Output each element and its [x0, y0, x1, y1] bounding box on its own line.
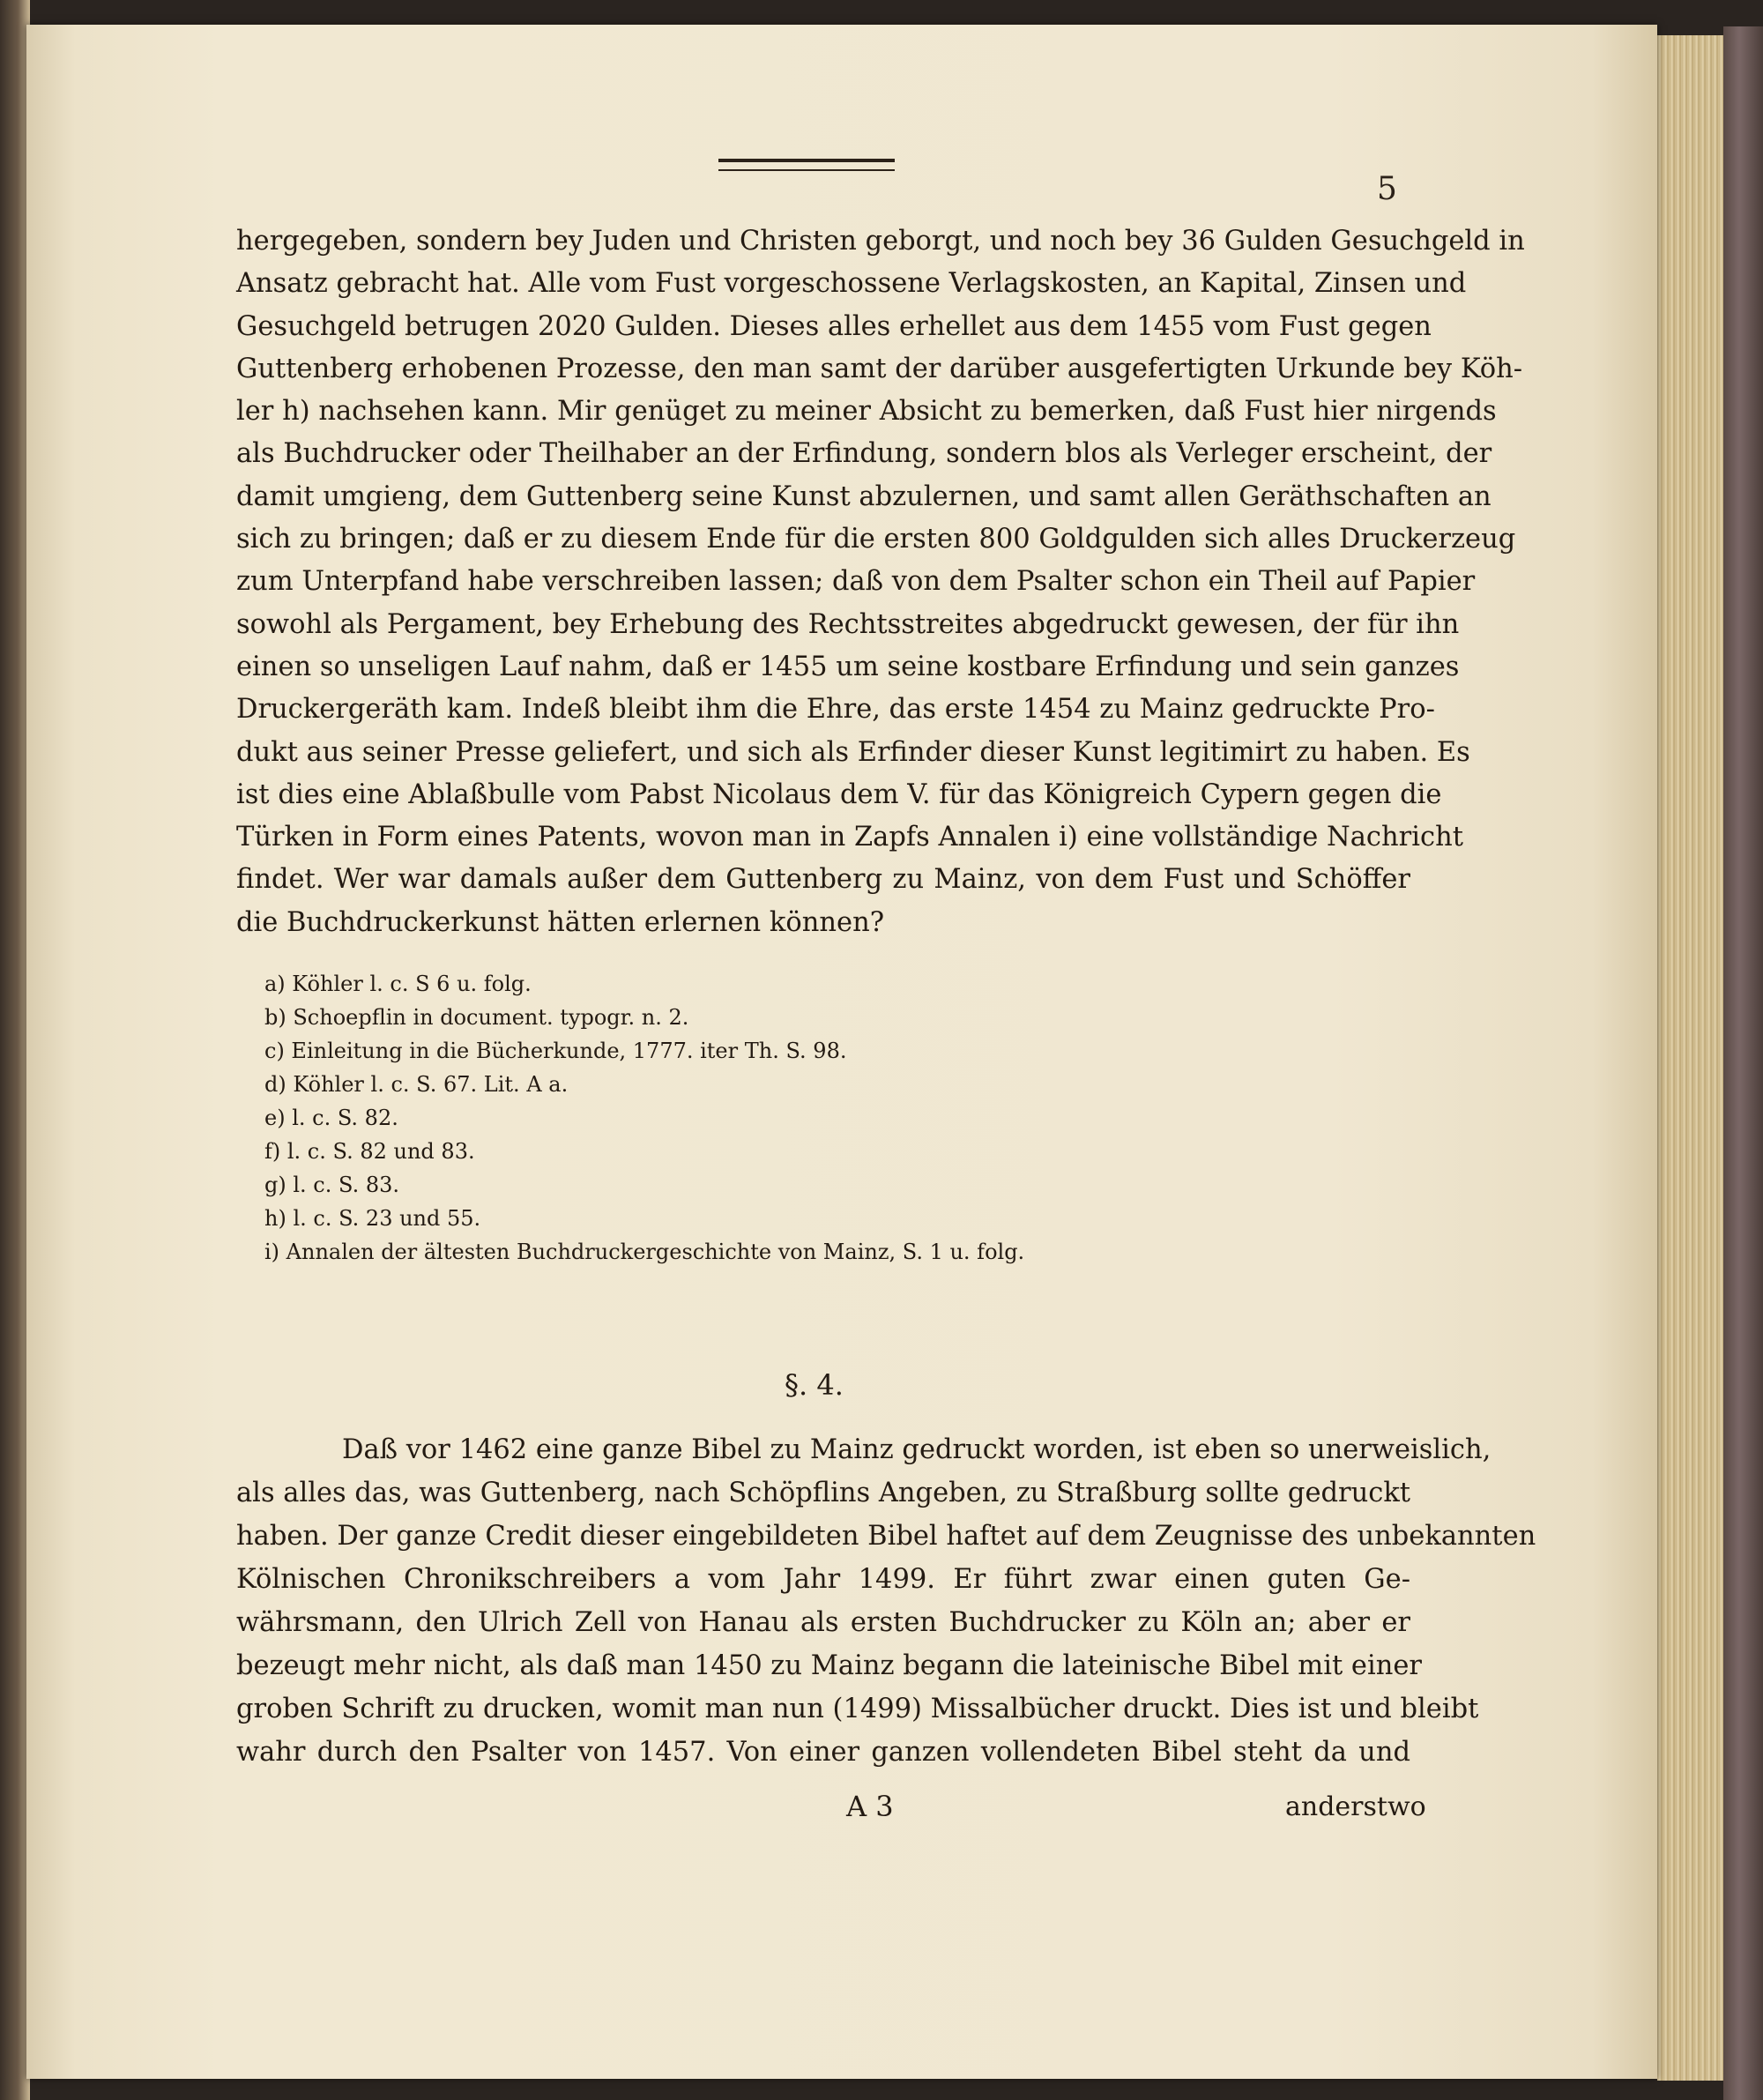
text-line: einen so unseligen Lauf nahm, daß er 1455 um seine kostbare Erfindung und sein ganzes: [236, 651, 1460, 682]
footnote: e) l. c. S. 82.: [264, 1106, 398, 1130]
text-line: findet. Wer war damals außer dem Guttenberg zu Mainz, von dem Fust und Schöffer: [236, 864, 1410, 896]
header-rule: [718, 159, 895, 171]
text-line: Kölnischen Chronikschreibers a vom Jahr 1499. Er führt zwar einen guten Ge-: [236, 1564, 1410, 1595]
footnote: h) l. c. S. 23 und 55.: [264, 1206, 481, 1231]
text-line: die Buchdruckerkunst hätten erlernen können?: [236, 906, 885, 938]
text-line: Ansatz gebracht hat. Alle vom Fust vorgeschossene Verlagskosten, an Kapital, Zinsen und: [236, 268, 1467, 300]
section-heading: §. 4.: [785, 1368, 844, 1402]
book-cover-edge: [1723, 26, 1763, 2100]
text-line: damit umgieng, dem Guttenberg seine Kunst abzulernen, und samt allen Geräthschaften an: [236, 480, 1491, 512]
text-line: sich zu bringen; daß er zu diesem Ende für die ersten 800 Goldgulden sich alles Druckerzeug: [236, 524, 1516, 555]
paragraph-1: [236, 220, 1525, 944]
text-line: währsmann, den Ulrich Zell von Hanau als ersten Buchdrucker zu Köln an; aber er: [236, 1607, 1410, 1638]
paragraph-2: [236, 1428, 1536, 1774]
text-line: Türken in Form eines Patents, wovon man in Zapfs Annalen i) eine vollständige Nachricht: [236, 822, 1463, 853]
text-line: haben. Der ganze Credit dieser eingebildeten Bibel haftet auf dem Zeugnisse des unbekannten: [236, 1521, 1536, 1552]
text-line: wahr durch den Psalter von 1457. Von einer ganzen vollendeten Bibel steht da und: [236, 1737, 1410, 1768]
text-line: als Buchdrucker oder Theilhaber an der Erfindung, sondern blos als Verleger erscheint, der: [236, 438, 1492, 470]
text-line: dukt aus seiner Presse geliefert, und sich als Erfinder dieser Kunst legitimirt zu haben. Es: [236, 736, 1470, 768]
text-line: groben Schrift zu drucken, womit man nun (1499) Missalbücher druckt. Dies ist und bleibt: [236, 1694, 1479, 1724]
text-line: Guttenberg erhobenen Prozesse, den man samt der darüber ausgefertigten Urkunde bey Köh-: [236, 353, 1523, 384]
text-line: ist dies eine Ablaßbulle vom Pabst Nicolaus dem V. für das Königreich Cypern gegen die: [236, 778, 1442, 810]
text-line: bezeugt mehr nicht, als daß man 1450 zu Mainz begann die lateinische Bibel mit einer: [236, 1650, 1422, 1681]
text-line: zum Unterpfand habe verschreiben lassen; daß von dem Psalter schon ein Theil auf Papier: [236, 566, 1476, 598]
text-line: sowohl als Pergament, bey Erhebung des Rechtsstreites abgedruckt gewesen, der für ihn: [236, 608, 1460, 640]
text-line: Gesuchgeld betrugen 2020 Gulden. Dieses alles erhellet aus dem 1455 vom Fust gegen: [236, 310, 1432, 342]
text-line: Daß vor 1462 eine ganze Bibel zu Mainz gedruckt worden, ist eben so unerweislich,: [342, 1434, 1491, 1465]
page-number: 5: [1377, 171, 1397, 207]
text-line: hergegeben, sondern bey Juden und Christen geborgt, und noch bey 36 Gulden Gesuchgeld in: [236, 226, 1525, 257]
footnote: a) Köhler l. c. S 6 u. folg.: [264, 972, 532, 996]
footnote: i) Annalen der ältesten Buchdruckergeschichte von Mainz, S. 1 u. folg.: [264, 1240, 1025, 1264]
signature-mark: A 3: [846, 1790, 894, 1823]
footnote: c) Einleitung in die Bücherkunde, 1777. iter Th. S. 98.: [264, 1039, 847, 1063]
footnote: b) Schoepflin in document. typogr. n. 2.: [264, 1005, 689, 1030]
text-line: ler h) nachsehen kann. Mir genüget zu meiner Absicht zu bemerken, daß Fust hier nirgends: [236, 396, 1497, 428]
catchword: anderstwo: [1285, 1791, 1426, 1822]
book-spine-left: [0, 0, 30, 2100]
footnotes: [264, 967, 1146, 1269]
footnote: d) Köhler l. c. S. 67. Lit. A a.: [264, 1072, 569, 1097]
footnote: g) l. c. S. 83.: [264, 1173, 399, 1197]
text-line: Druckergeräth kam. Indeß bleibt ihm die Ehre, das erste 1454 zu Mainz gedruckte Pro-: [236, 694, 1435, 726]
text-line: als alles das, was Guttenberg, nach Schöpflins Angeben, zu Straßburg sollte gedruckt: [236, 1478, 1411, 1508]
footnote: f) l. c. S. 82 und 83.: [264, 1139, 475, 1164]
